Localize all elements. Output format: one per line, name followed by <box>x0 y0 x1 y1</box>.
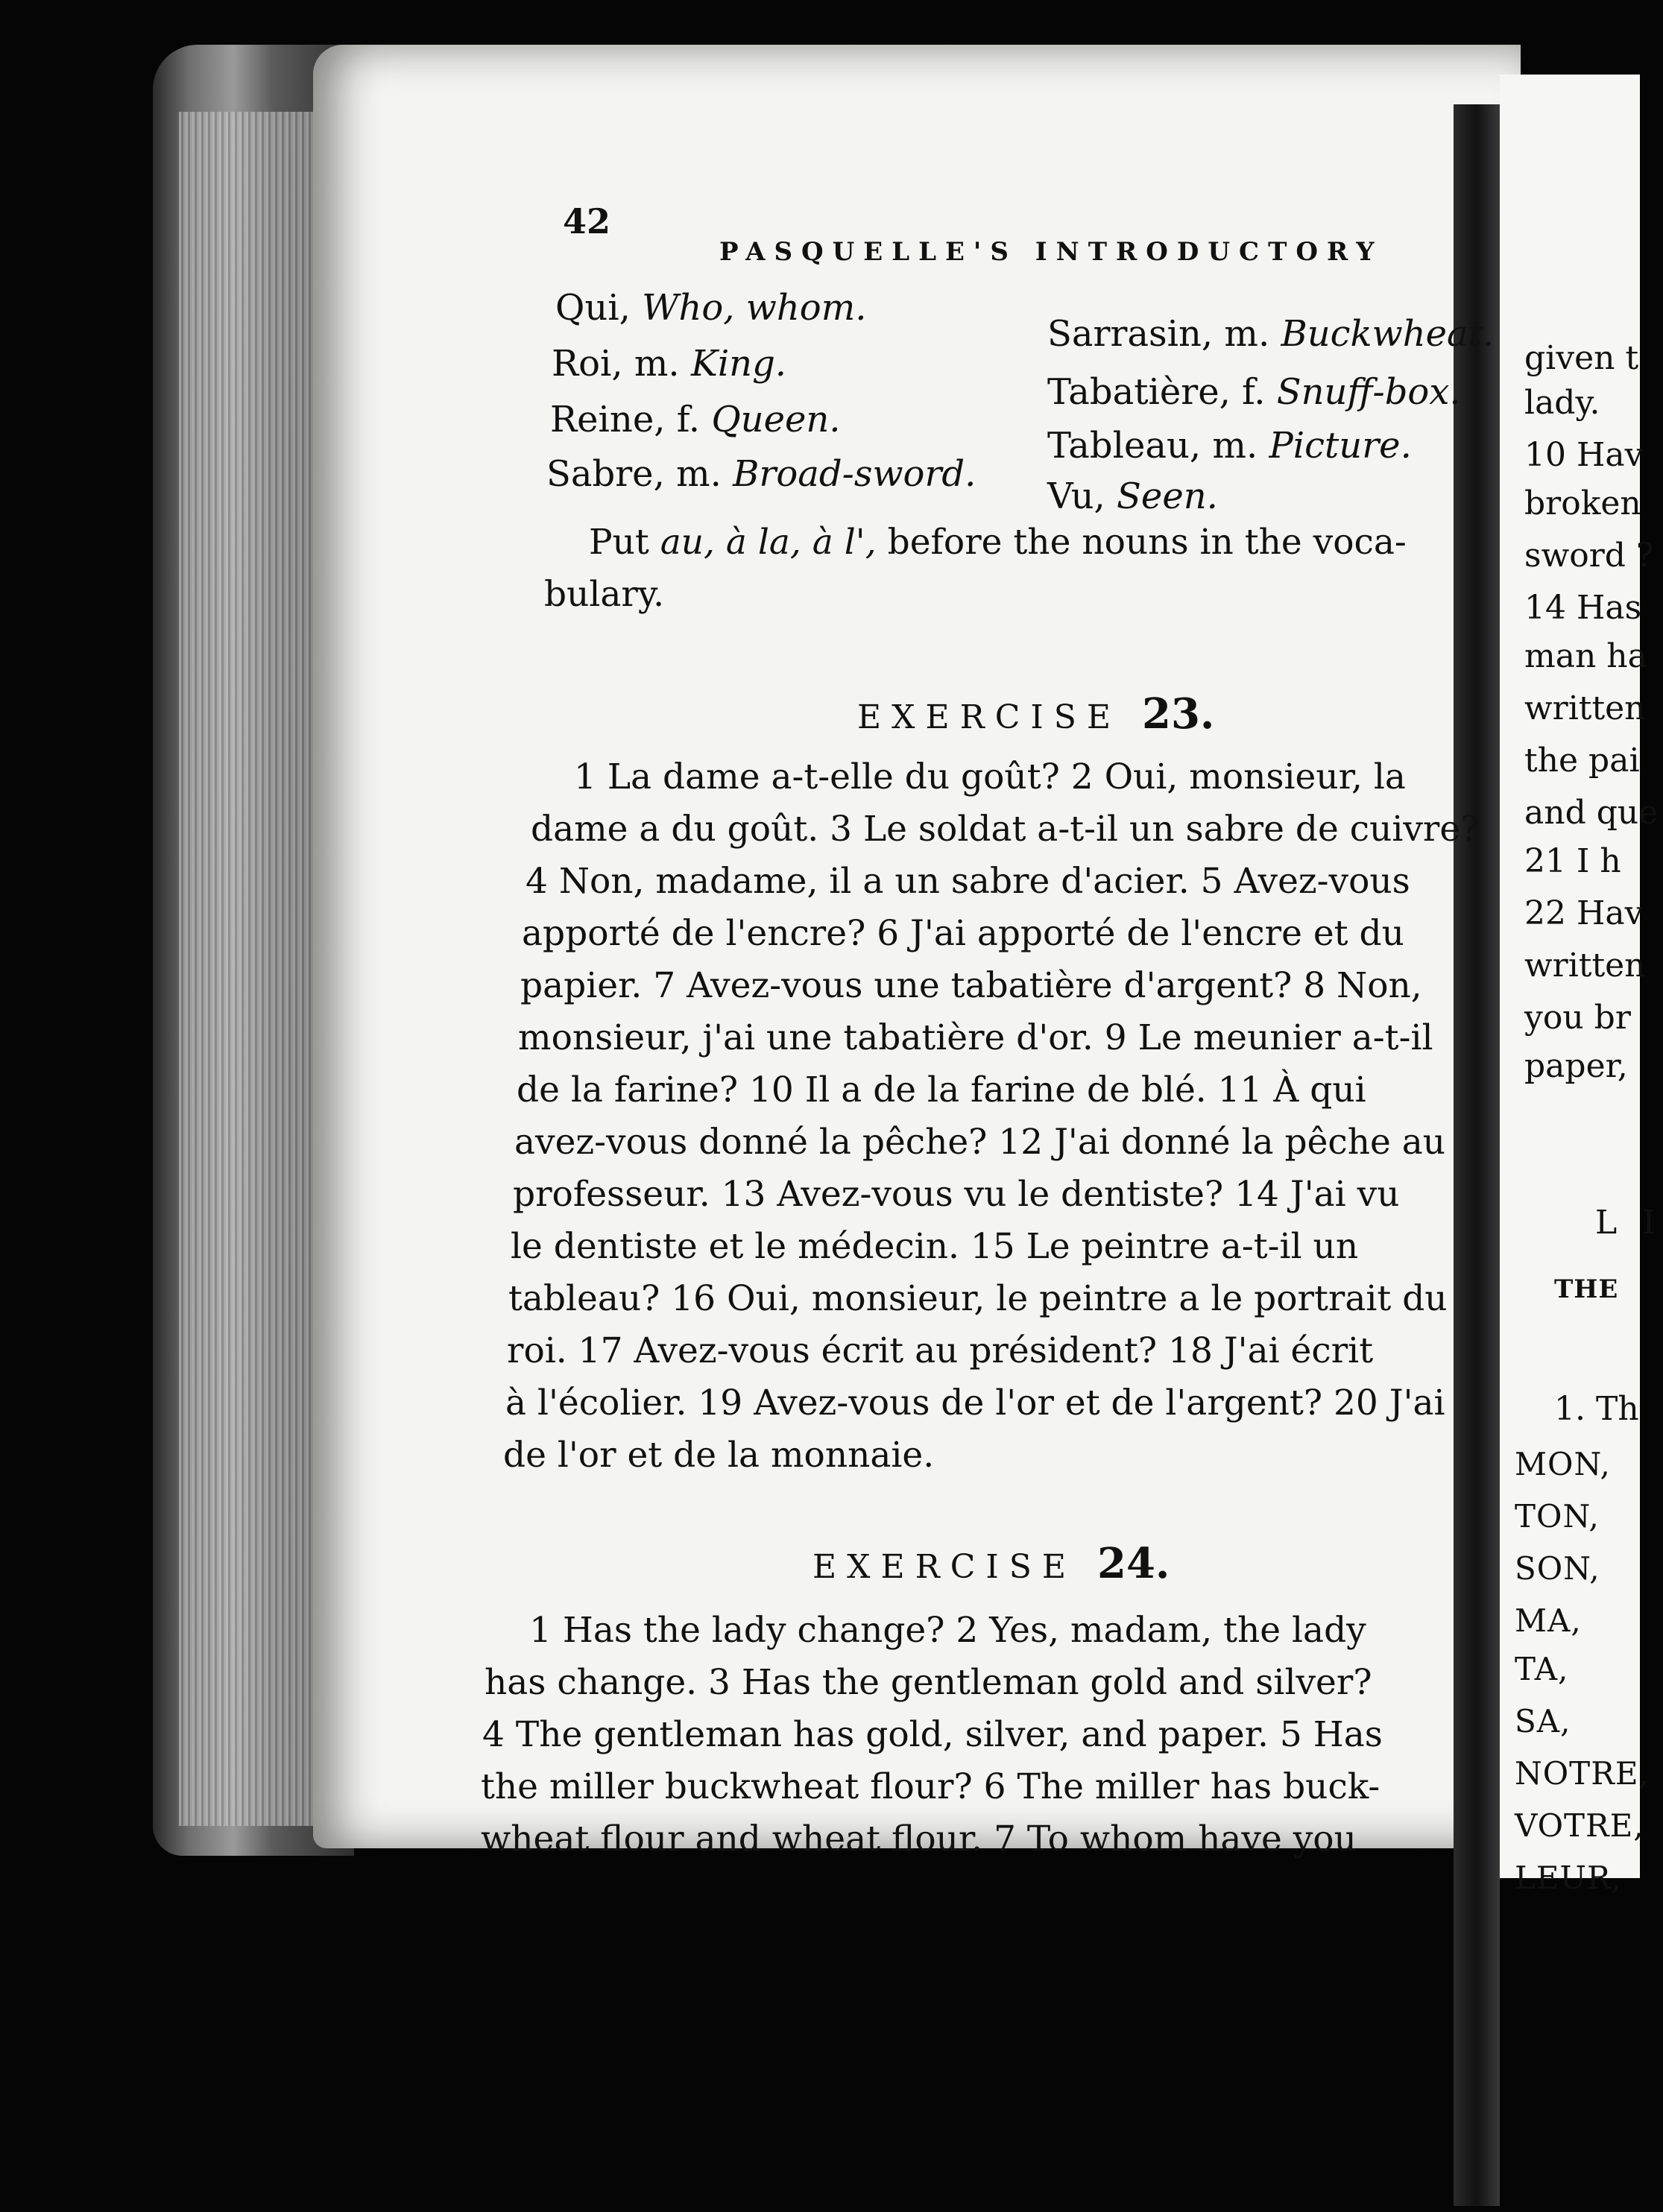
right-page-line: you br <box>1524 999 1631 1037</box>
exercise-line: à l'écolier. 19 Avez-vous de l'or et de l'argent? 20 J'ai <box>505 1382 1445 1423</box>
right-page-line: lady. <box>1524 384 1600 422</box>
exercise-line: avez-vous donné la pêche? 12 J'ai donné la pêche au <box>514 1122 1446 1163</box>
exercise-line: 4 The gentleman has gold, silver, and paper. 5 Has <box>482 1714 1383 1755</box>
exercise-line: de l'or et de la monnaie. <box>503 1435 935 1476</box>
pronoun: SON, <box>1515 1550 1600 1587</box>
vocab-entry <box>1047 313 1494 355</box>
vocab-entry <box>1047 371 1461 413</box>
exercise-line: tableau? 16 Oui, monsieur, le peintre a le portrait du <box>508 1278 1448 1319</box>
exercise-line: de la farine? 10 Il a de la farine de blé. 11 À qui <box>517 1069 1366 1110</box>
vocab-meaning: Broad-sword. <box>733 453 976 495</box>
vocab-word: Sarrasin, m. <box>1047 313 1270 355</box>
vocab-meaning: Snuff-box. <box>1276 371 1461 413</box>
running-header: PASQUELLE'S INTRODUCTORY <box>719 237 1383 267</box>
vocab-meaning: Queen. <box>711 399 841 440</box>
pronoun: TON, <box>1515 1498 1600 1535</box>
exercise-line: the miller buckwheat flour? 6 The miller has buck- <box>481 1766 1380 1807</box>
exercise-line: 1 Has the lady change? 2 Yes, madam, the lady <box>529 1610 1366 1651</box>
exercise-line: dame a du goût. 3 Le soldat a-t-il un sabre de cuivre? <box>531 809 1480 850</box>
right-page-line: 22 Hav <box>1524 894 1644 932</box>
instruction-lead: Put <box>589 522 649 563</box>
vocab-meaning: Seen. <box>1117 475 1218 517</box>
pronoun: MON, <box>1515 1446 1611 1482</box>
right-page-line: the pai <box>1524 742 1640 780</box>
exercise-line: le dentiste et le médecin. 15 Le peintre a-t-il un <box>511 1226 1359 1267</box>
exercise-line: professeur. 13 Avez-vous vu le dentiste? 14 J'ai vu <box>513 1174 1400 1215</box>
instruction-forms: au, à la, à l', <box>660 522 877 563</box>
right-page-line: paper, <box>1524 1047 1628 1085</box>
right-page-line: man ha <box>1524 637 1647 675</box>
pronoun: SA, <box>1515 1703 1571 1739</box>
exercise-24-heading <box>812 1539 1170 1588</box>
vocab-entry <box>552 343 786 385</box>
right-page-line: written <box>1524 689 1646 727</box>
right-page-line: 21 I h <box>1524 842 1621 880</box>
vocab-meaning: Who, whom. <box>642 287 867 329</box>
exercise-line: wheat flour and wheat flour. 7 To whom have you <box>481 1818 1357 1859</box>
vocab-meaning: Buckwheat. <box>1281 313 1495 355</box>
exercise-23-heading <box>857 689 1214 739</box>
book-gutter <box>1454 104 1500 2206</box>
right-page-line: 10 Hav <box>1524 436 1644 474</box>
exercise-line: roi. 17 Avez-vous écrit au président? 18 J'ai écrit <box>507 1330 1374 1371</box>
pronoun: VOTRE, <box>1515 1807 1644 1844</box>
exercise-line: papier. 7 Avez-vous une tabatière d'argent? 8 Non, <box>520 965 1422 1006</box>
exercise-number: 24. <box>1097 1539 1170 1588</box>
vocab-word: Qui, <box>555 287 631 329</box>
vocab-entry <box>546 453 976 495</box>
vocab-word: Sabre, m. <box>546 453 722 495</box>
exercise-line: has change. 3 Has the gentleman gold and silver? <box>485 1662 1372 1703</box>
pronoun: MA, <box>1515 1602 1582 1639</box>
right-page-line: sword ? <box>1524 537 1654 575</box>
exercise-number: 23. <box>1142 689 1215 739</box>
vocab-word: Tableau, m. <box>1047 425 1258 467</box>
instruction-line-2: bulary. <box>544 574 665 615</box>
lesson-heading-fragment: L I <box>1595 1204 1663 1242</box>
right-page-line: given t <box>1524 339 1639 377</box>
lesson-item-fragment: 1. Th <box>1554 1390 1639 1428</box>
exercise-label: EXERCISE <box>812 1548 1076 1586</box>
right-page-line: written <box>1524 947 1646 985</box>
exercise-line: 4 Non, madame, il a un sabre d'acier. 5 Avez-vous <box>526 861 1410 902</box>
vocab-entry <box>555 287 866 329</box>
vocab-word: Vu, <box>1047 475 1105 517</box>
instruction-rest: before the nouns in the voca- <box>887 522 1407 563</box>
lesson-subheading-fragment: THE <box>1554 1274 1619 1304</box>
instruction-line-1 <box>589 522 1407 563</box>
vocab-entry <box>1047 475 1218 517</box>
page-number: 42 <box>563 201 611 241</box>
right-page-line: and que <box>1524 794 1659 832</box>
pronoun: NOTRE, <box>1515 1755 1650 1792</box>
vocab-entry <box>1047 425 1412 467</box>
right-page-line: broken <box>1524 484 1641 522</box>
pronoun: LEUR, <box>1515 1859 1622 1896</box>
exercise-line: 1 La dame a-t-elle du goût? 2 Oui, monsieur, la <box>574 756 1406 797</box>
vocab-meaning: Picture. <box>1269 425 1412 467</box>
pronoun: TA, <box>1515 1651 1569 1687</box>
exercise-label: EXERCISE <box>857 698 1121 736</box>
vocab-word: Roi, m. <box>552 343 680 385</box>
exercise-line: apporté de l'encre? 6 J'ai apporté de l'encre et du <box>522 913 1404 954</box>
vocab-word: Tabatière, f. <box>1047 371 1266 413</box>
exercise-line: monsieur, j'ai une tabatière d'or. 9 Le meunier a-t-il <box>518 1017 1433 1058</box>
vocab-word: Reine, f. <box>550 399 701 440</box>
right-page-line: 14 Has <box>1524 589 1642 627</box>
page-edges <box>179 112 328 1826</box>
vocab-meaning: King. <box>690 343 787 385</box>
vocab-entry <box>550 399 841 440</box>
